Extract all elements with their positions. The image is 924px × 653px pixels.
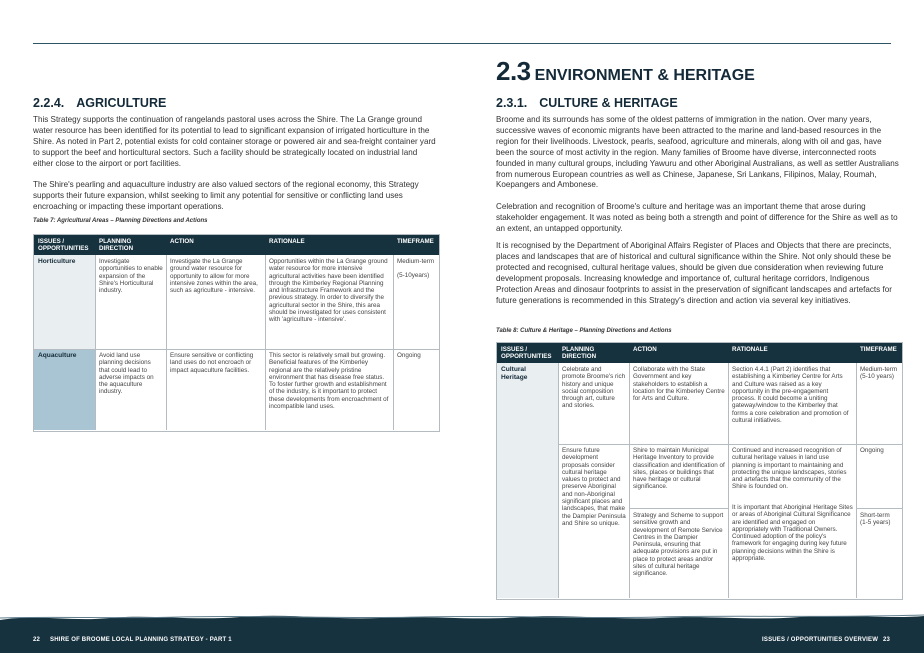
left-page-number: 22: [33, 637, 41, 643]
divider: [166, 255, 167, 430]
table-8-caption: Table 8: Culture & Heritage – Planning Directions and Actions: [496, 328, 672, 334]
left-footer-text: SHIRE OF BROOME LOCAL PLANNING STRATEGY - PART 1: [50, 637, 232, 643]
col-timeframe: TIMEFRAME: [397, 238, 434, 245]
table-7-caption: Table 7: Agricultural Areas – Planning Directions and Actions: [33, 218, 208, 224]
row-2-direction: Ensure future development proposals consider cultural heritage values to protect and preserve Aboriginal and non-Aboriginal significant places and landscapes, that make the Dampier Peninsula and Shire so unique.: [562, 447, 626, 527]
culture-para-1: Broome and its surrounds has some of the oldest patterns of immigration in the nation. Over many years, successive waves of economic migrants have been attracted to the marine and land-based resources in the region for their livelihoods. Livestock, pearls, seafood, agriculture and minerals, along with oil and gas, have been the source of most activity in the region. Many families of Broome have diverse, interconnected roots founded in many cultural groups, including Yawuru and other Aboriginal Australians, as well as settler Australians from numerous European countries as well as Chinese, Japanese, Sri Lankans, Filipinos, Malay, Roumah, Koepangers and Ambonese.: [496, 115, 899, 190]
row-horticulture-rationale: Opportunities within the La Grange ground water resource for more intensive agricultural activities have been identified through the Kimberley Regional Planning and Infrastructure Framework and the previous strategy. In order to diversify the agricultural sector in the Shire, this area should be investigated for uses consistent with 'agriculture - intensive'.: [269, 258, 388, 324]
row-horticulture-issue: Horticulture: [34, 255, 95, 349]
row-horticulture-action: Investigate the La Grange ground water resource for opportunity to allow for more intensive zones within the area, such as agriculture - intensive.: [170, 258, 258, 295]
col-action: ACTION: [170, 238, 194, 245]
row-horticulture-timeframe: [393, 255, 439, 280]
col-rationale: RATIONALE: [732, 346, 768, 353]
col-action: ACTION: [633, 346, 657, 353]
heading-text: CULTURE & HERITAGE: [539, 96, 678, 110]
heading-text: AGRICULTURE: [76, 96, 167, 110]
row-1-direction: Celebrate and promote Broome's rich history and unique social composition through art, culture and stories.: [562, 366, 626, 410]
divider: [558, 363, 559, 598]
row-3-rationale: It is important that Aboriginal Heritage Sites or areas of Aboriginal Cultural Significance are identified and engaged on appropriately with Traditional Owners. Continued adoption of the policy's framework for engaging during key future planning decisions within the Shire is appropriate.: [732, 504, 853, 563]
row-1-action: Collaborate with the State Government and key stakeholders to establish a location for the Kimberley Centre for Arts and Culture.: [633, 366, 725, 403]
row-1-timeframe: Medium-term (5-10 years): [860, 366, 898, 381]
row-3-timeframe: Short-term (1-5 years): [860, 512, 891, 527]
culture-para-3: It is recognised by the Department of Aboriginal Affairs Register of Places and Objects that there are precincts, places and landscapes that are of historical and cultural significance within the Shire. Not only should these be protected and recognised, cultural heritage values, should be given due consideration when reviewing future development proposals. Increasing knowledge and importance of, cultural heritage corridors, Indigenous Protection Areas and dinosaur footprints to assist in the preservation of significant landscapes and artefacts for future generations is recommended in this Strategy's direction and action via several key initiatives.: [496, 241, 892, 305]
heading-number: 2.2.4.: [33, 96, 65, 110]
col-direction: PLANNING DIRECTION: [99, 238, 134, 252]
divider: [856, 508, 902, 509]
row-2-rationale: Continued and increased recognition of cultural heritage values in land use planning is important to maintaining and protecting the unique landscapes, stories and artefacts that the community of the Shire is founded on.: [732, 447, 847, 491]
divider: [856, 363, 857, 598]
col-timeframe: TIMEFRAME: [860, 346, 897, 353]
row-2-timeframe: Ongoing: [860, 447, 884, 454]
heading-number: 2.3.1.: [496, 96, 528, 110]
row-2-action: Shire to maintain Municipal Heritage Inventory to provide classification and identification of sites, places or buildings that have heritage or cultural significance.: [633, 447, 725, 491]
agriculture-heading: [33, 96, 166, 110]
culture-para-2: Celebration and recognition of Broome's culture and heritage was an important theme that arose during stakeholder engagement. It was noted as being both a strength and point of difference for the Shire as well as to an extent, an untapped opportunity.: [496, 202, 898, 233]
table-7: [33, 234, 440, 432]
section-heading: [496, 56, 755, 87]
row-aquaculture-direction: Avoid land use planning decisions that could lead to adverse impacts on the aquaculture industry.: [99, 352, 154, 396]
right-page-number: 23: [883, 637, 891, 643]
col-issues: ISSUES / OPPORTUNITIES: [38, 238, 89, 252]
top-rule: [33, 43, 891, 44]
divider: [728, 363, 729, 598]
divider: [558, 444, 902, 445]
divider: [629, 363, 630, 598]
row-aquaculture-timeframe: Ongoing: [397, 352, 421, 359]
col-rationale: RATIONALE: [269, 238, 305, 245]
section-number: 2.3: [496, 56, 531, 86]
agriculture-para-2: The Shire's pearling and aquaculture industry are also valued sectors of the regional economy, this Strategy supports their future expansion, whilst seeking to limit any potential for sensitive or conflicting land uses encroaching or impacting these important operations.: [33, 180, 419, 211]
section-title: ENVIRONMENT & HERITAGE: [534, 67, 755, 84]
divider: [393, 255, 394, 430]
agriculture-para-1: This Strategy supports the continuation of rangelands pastoral uses across the Shire. The La Grange ground water resource has been identified for its potential to lead to significant expansion of irrigated horticulture in the Shire. As noted in Part 2, potential exists for cold container storage or powered air and sea-freight container yard to support the beef and horticultural sectors. Such a facility should be strategically located on industrial land either close to the airport or port facilities.: [33, 115, 436, 168]
culture-heading: [496, 96, 678, 110]
row-aquaculture-rationale: This sector is relatively small but growing. Beneficial features of the Kimberley regional are the relatively pristine environment that has disease free status. To foster further growth and establishment of the industry, is it important to protect these developments from encroachment of incompatible land uses.: [269, 352, 389, 411]
row-aquaculture-action: Ensure sensitive or conflicting land uses do not encroach or impact aquaculture facilities.: [170, 352, 254, 374]
col-direction: PLANNING DIRECTION: [562, 346, 597, 360]
divider: [629, 508, 728, 509]
right-footer-text: ISSUES / OPPORTUNITIES OVERVIEW: [762, 637, 879, 643]
col-issues: ISSUES / OPPORTUNITIES: [501, 346, 552, 360]
table-8: [496, 342, 903, 600]
timeframe-years: (5-10years): [397, 272, 430, 280]
row-3-action: Strategy and Scheme to support sensitive growth and development of Remote Service Centres in the Dampier Peninsula, ensuring that adequate provisions are put in place to protect areas and/or sites of cultural heritage significance.: [633, 512, 724, 578]
divider: [95, 255, 96, 430]
timeframe-label: Medium-term: [397, 258, 435, 265]
row-aquaculture-issue: Aquaculture: [34, 349, 95, 430]
row-1-rationale: Section 4.4.1 (Part 2) identifies that establishing a Kimberley Centre for Arts and Culture was raised as a key opportunity in the pre-engagement process. It could become a uniting gateway/window to the Kimberley that forms a core celebration and promotion of cultural initiatives.: [732, 366, 849, 425]
row-cultural-heritage-issue: Cultural Heritage: [497, 363, 558, 598]
divider: [265, 255, 266, 430]
row-horticulture-direction: Investigate opportunities to enable expansion of the Shire's Horticultural industry.: [99, 258, 163, 295]
divider: [34, 349, 439, 350]
